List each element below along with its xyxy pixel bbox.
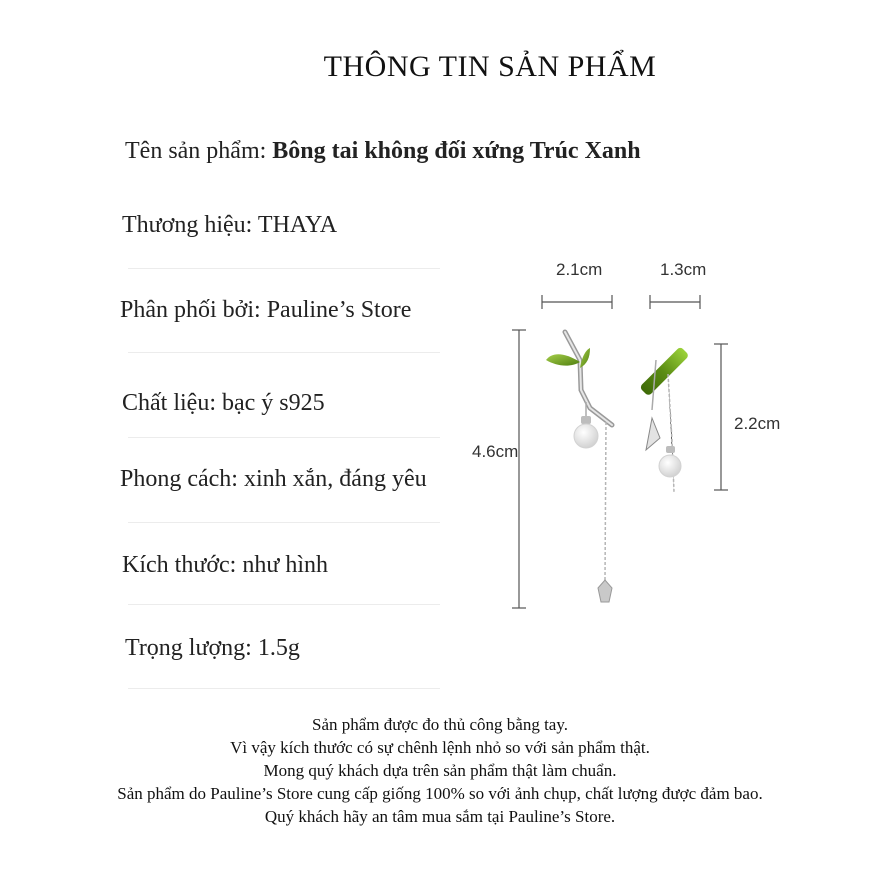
earrings-illustration — [440, 240, 770, 620]
spec-label: Tên sản phẩm: — [125, 138, 273, 164]
note-line: Vì vậy kích thước có sự chênh lệnh nhỏ so với sản phẩm thật. — [230, 738, 650, 757]
measure-right-height — [714, 344, 728, 490]
spec-material — [122, 390, 325, 417]
dimension-right-height: 2.2cm — [734, 414, 781, 433]
right-earring — [639, 346, 689, 492]
spec-value: Bông tai không đối xứng Trúc Xanh — [272, 138, 641, 164]
spec-weight — [125, 635, 300, 662]
left-earring — [546, 332, 612, 602]
dimension-left-width: 2.1cm — [556, 260, 603, 279]
divider — [128, 352, 440, 353]
divider — [128, 688, 440, 689]
note-line: Sản phẩm do Pauline’s Store cung cấp giống 100% so với ảnh chụp, chất lượng được đảm bao. — [117, 784, 763, 803]
note-line: Mong quý khách dựa trên sản phẩm thật làm chuẩn. — [263, 761, 617, 780]
note-line: Sản phẩm được đo thủ công bằng tay. — [312, 715, 568, 734]
footer-notes — [0, 713, 880, 828]
dimension-left-height: 4.6cm — [472, 442, 519, 461]
spec-size — [122, 552, 328, 579]
spec-value: THAYA — [257, 212, 338, 238]
measure-left-width — [542, 295, 612, 309]
divider — [128, 604, 440, 605]
spec-product-name — [125, 138, 641, 165]
spec-label: Phong cách: — [120, 466, 244, 492]
spec-label: Chất liệu: — [122, 390, 222, 416]
divider — [128, 522, 440, 523]
spec-value: Pauline’s Store — [266, 297, 412, 323]
spec-label: Kích thước: — [122, 552, 243, 578]
measure-left-height — [512, 330, 526, 608]
spec-brand — [122, 212, 337, 239]
spec-label: Phân phối bởi: — [120, 297, 267, 323]
spec-value: xinh xắn, đáng yêu — [243, 466, 427, 492]
spec-value: 1.5g — [257, 635, 300, 661]
spec-label: Thương hiệu: — [122, 212, 258, 238]
divider — [128, 268, 440, 269]
dimension-right-width: 1.3cm — [660, 260, 707, 279]
divider — [128, 437, 440, 438]
measure-right-width — [650, 295, 700, 309]
page-title: THÔNG TIN SẢN PHẨM — [323, 50, 657, 83]
note-line: Quý khách hãy an tâm mua sắm tại Pauline’s Store. — [264, 807, 616, 826]
spec-label: Trọng lượng: — [125, 635, 258, 661]
spec-style — [120, 466, 427, 493]
spec-value: như hình — [242, 552, 329, 578]
spec-distributor — [120, 297, 411, 324]
spec-value: bạc ý s925 — [221, 390, 325, 416]
